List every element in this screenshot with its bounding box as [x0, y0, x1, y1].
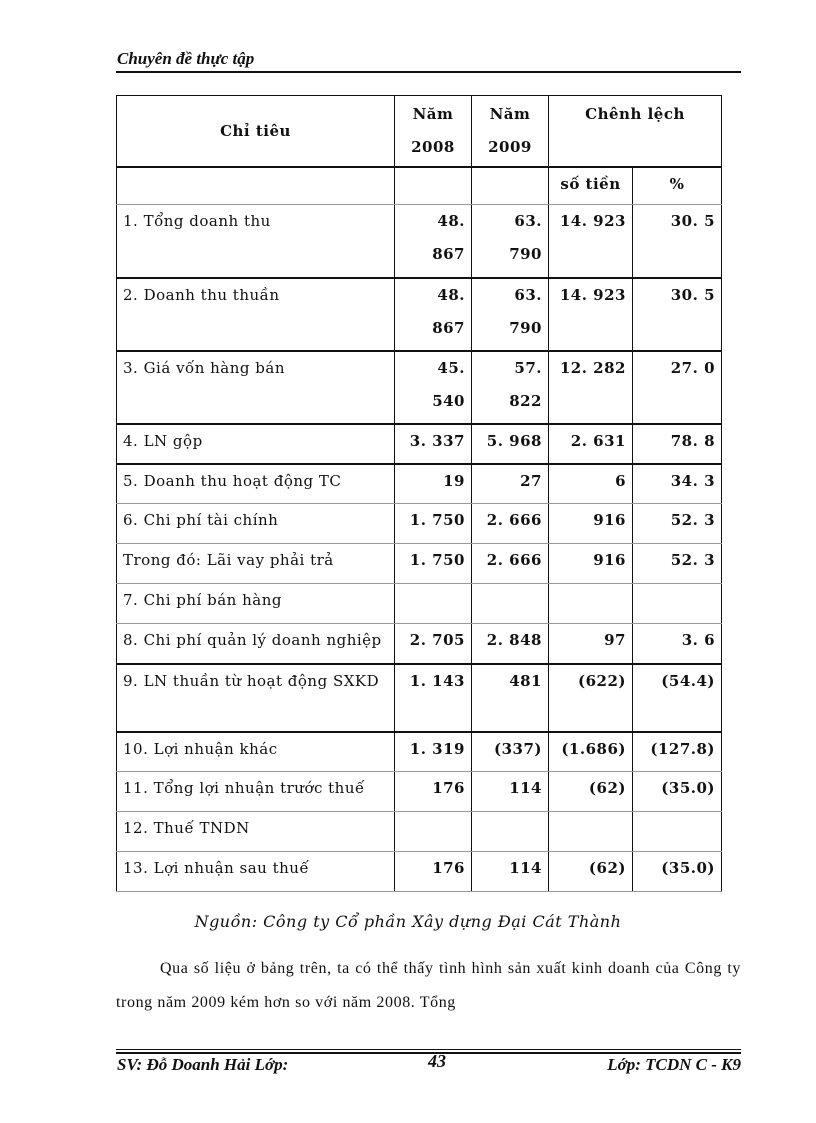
- row-diff-percent: (35.0): [633, 852, 722, 892]
- table-row: [117, 852, 722, 892]
- row-diff-amount: (62): [549, 772, 633, 812]
- row-label: 5. Doanh thu hoạt động TC: [117, 464, 395, 504]
- table-row: [117, 624, 722, 664]
- col-header-2009-line2: 2009: [488, 138, 532, 156]
- row-diff-amount: (1.686): [549, 732, 633, 772]
- row-value-2008: 176: [395, 772, 472, 812]
- body-paragraph-text: Qua số liệu ở bảng trên, ta có thể thấy tình hình sản xuất kinh doanh của Công ty trong năm 2009 kém hơn so với năm 2008. Tổng: [116, 960, 741, 1011]
- row-value-2009: 57. 822: [472, 351, 549, 424]
- row-diff-percent: (35.0): [633, 772, 722, 812]
- row-label: 9. LN thuần từ hoạt động SXKD: [117, 664, 395, 732]
- row-value-2008: 48. 867: [395, 205, 472, 278]
- table-row: [117, 664, 722, 732]
- col-header-2009-line1: Năm: [489, 105, 531, 123]
- row-diff-percent: [633, 812, 722, 852]
- row-diff-percent: 34. 3: [633, 464, 722, 504]
- row-diff-percent: 52. 3: [633, 544, 722, 584]
- row-label: 11. Tổng lợi nhuận trước thuế: [117, 772, 395, 812]
- table-row: [117, 544, 722, 584]
- row-value-2008: 19: [395, 464, 472, 504]
- table-row: [117, 205, 722, 278]
- row-value-2009: 114: [472, 852, 549, 892]
- row-label: 4. LN gộp: [117, 424, 395, 464]
- table-row: [117, 732, 722, 772]
- table-row: [117, 424, 722, 464]
- row-label: 2. Doanh thu thuần: [117, 278, 395, 351]
- row-value-2009: 2. 666: [472, 504, 549, 544]
- col-header-indicator: Chỉ tiêu: [117, 96, 395, 168]
- footer-rule-thin: [116, 1049, 741, 1050]
- table-row: [117, 464, 722, 504]
- row-diff-amount: (62): [549, 852, 633, 892]
- row-value-2009: 481: [472, 664, 549, 732]
- row-value-2008: 48. 867: [395, 278, 472, 351]
- row-value-2009: 27: [472, 464, 549, 504]
- row-diff-amount: 14. 923: [549, 205, 633, 278]
- table-header-row: [117, 96, 722, 168]
- row-label: 10. Lợi nhuận khác: [117, 732, 395, 772]
- col-header-diff: Chênh lệch: [549, 96, 722, 168]
- row-diff-amount: 6: [549, 464, 633, 504]
- col-header-2008-line1: Năm: [412, 105, 454, 123]
- col-header-percent: %: [633, 167, 722, 205]
- row-value-2008: 1. 319: [395, 732, 472, 772]
- row-value-2009: 5. 968: [472, 424, 549, 464]
- row-value-2008: [395, 812, 472, 852]
- header-title: Chuyên đề thực tập: [117, 49, 255, 68]
- row-value-2009: [472, 812, 549, 852]
- table-row: [117, 278, 722, 351]
- row-diff-percent: [633, 584, 722, 624]
- col-header-2008: [395, 96, 472, 168]
- table-row: [117, 772, 722, 812]
- row-diff-percent: (54.4): [633, 664, 722, 732]
- col-header-2009: [472, 96, 549, 168]
- row-diff-amount: [549, 584, 633, 624]
- row-value-2008: 1. 750: [395, 544, 472, 584]
- row-diff-percent: (127.8): [633, 732, 722, 772]
- row-value-2009: 114: [472, 772, 549, 812]
- row-diff-percent: 27. 0: [633, 351, 722, 424]
- financial-results-table: [116, 95, 722, 892]
- row-value-2009: 63. 790: [472, 278, 549, 351]
- body-paragraph: [116, 952, 741, 1020]
- row-label: 6. Chi phí tài chính: [117, 504, 395, 544]
- row-diff-percent: 30. 5: [633, 278, 722, 351]
- row-label: 1. Tổng doanh thu: [117, 205, 395, 278]
- table-body: [117, 167, 722, 892]
- row-label: 7. Chi phí bán hàng: [117, 584, 395, 624]
- row-value-2008: [395, 584, 472, 624]
- row-diff-amount: (622): [549, 664, 633, 732]
- row-value-2008: 1. 143: [395, 664, 472, 732]
- row-diff-amount: [549, 812, 633, 852]
- row-value-2009: 63. 790: [472, 205, 549, 278]
- row-label: 3. Giá vốn hàng bán: [117, 351, 395, 424]
- row-value-2009: (337): [472, 732, 549, 772]
- table-row: [117, 584, 722, 624]
- col-header-amount: số tiền: [549, 167, 633, 205]
- row-diff-amount: 2. 631: [549, 424, 633, 464]
- row-value-2008: 3. 337: [395, 424, 472, 464]
- footer-class: Lớp: TCDN C - K9: [607, 1055, 741, 1074]
- row-diff-percent: 78. 8: [633, 424, 722, 464]
- table-subheader-row: [117, 167, 722, 205]
- row-diff-amount: 97: [549, 624, 633, 664]
- row-value-2008: 1. 750: [395, 504, 472, 544]
- row-label: Trong đó: Lãi vay phải trả: [117, 544, 395, 584]
- row-diff-percent: 30. 5: [633, 205, 722, 278]
- row-diff-percent: 52. 3: [633, 504, 722, 544]
- row-value-2009: 2. 666: [472, 544, 549, 584]
- header-rule: [116, 71, 741, 73]
- row-value-2008: 2. 705: [395, 624, 472, 664]
- table-row: [117, 351, 722, 424]
- row-diff-amount: 14. 923: [549, 278, 633, 351]
- row-diff-amount: 12. 282: [549, 351, 633, 424]
- row-value-2008: 45. 540: [395, 351, 472, 424]
- row-label: 12. Thuế TNDN: [117, 812, 395, 852]
- row-diff-percent: 3. 6: [633, 624, 722, 664]
- row-label: 8. Chi phí quản lý doanh nghiệp: [117, 624, 395, 664]
- row-value-2009: [472, 584, 549, 624]
- row-value-2009: 2. 848: [472, 624, 549, 664]
- source-note: Nguồn: Công ty Cổ phần Xây dựng Đại Cát Thành: [194, 912, 622, 931]
- page-number: 43: [428, 1051, 446, 1071]
- row-diff-amount: 916: [549, 504, 633, 544]
- row-value-2008: 176: [395, 852, 472, 892]
- col-header-2008-line2: 2008: [411, 138, 455, 156]
- footer-student: SV: Đỗ Doanh Hải Lớp:: [117, 1055, 289, 1074]
- table-row: [117, 812, 722, 852]
- table-row: [117, 504, 722, 544]
- row-diff-amount: 916: [549, 544, 633, 584]
- row-label: 13. Lợi nhuận sau thuế: [117, 852, 395, 892]
